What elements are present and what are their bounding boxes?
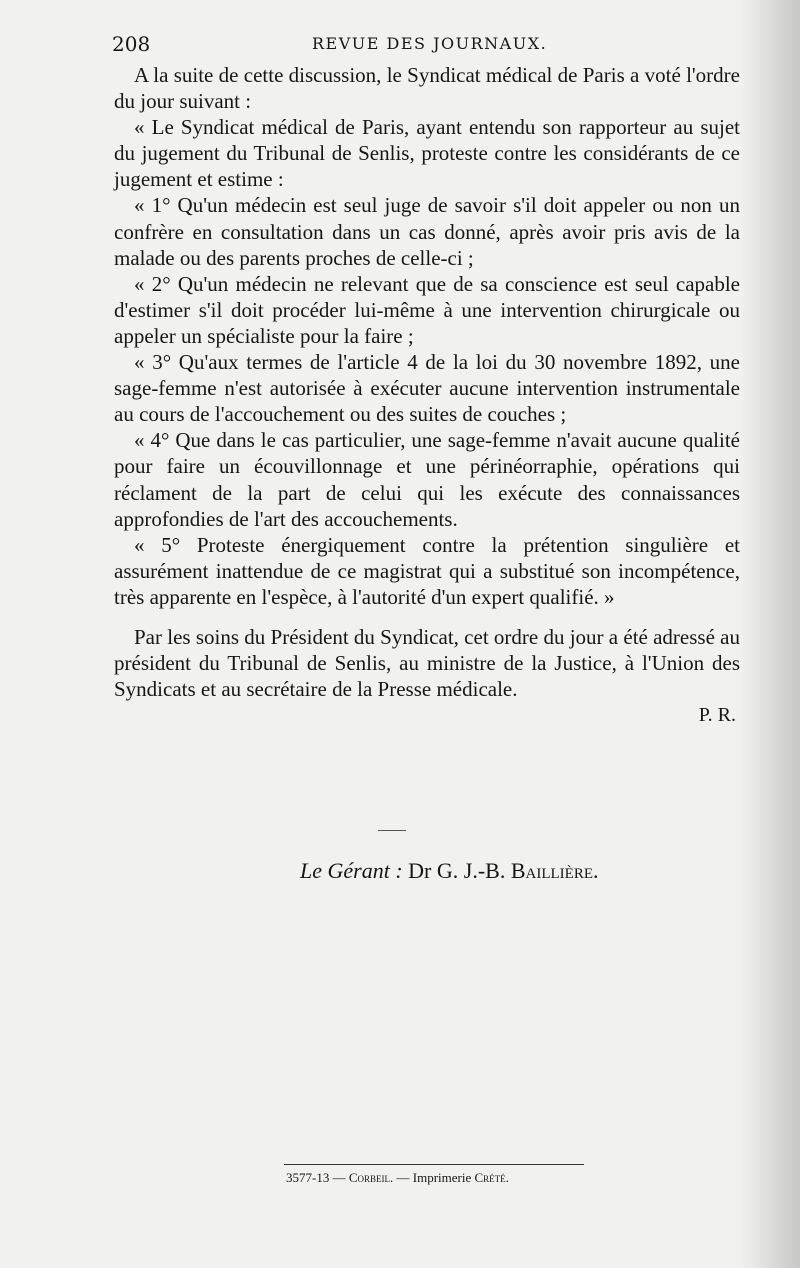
footer-rule (284, 1164, 584, 1165)
paragraph-point-4: « 4° Que dans le cas particulier, une sage-femme n'avait aucune qualité pour faire un écouvillonnage et une périnéorraphie, opérations qui réclament de la part de celui qui les exécute des connaissances approfondies de l'art des accouchements. (114, 428, 740, 531)
paragraph-point-2: « 2° Qu'un médecin ne relevant que de sa conscience est seul capable d'estimer s'il doit procéder lui-même à une intervention chirurgicale ou appeler un spécialiste pour la faire ; (114, 271, 740, 348)
footer-city: Corbeil. (348, 1170, 394, 1185)
footer-dash: — Imprimerie (396, 1170, 472, 1185)
page-header (112, 32, 752, 56)
gerant-initials: G. J.-B. (436, 858, 506, 883)
gerant-title: Dr (408, 858, 432, 883)
gerant-surname: Baillière. (510, 858, 599, 883)
paragraph-point-3: « 3° Qu'aux termes de l'article 4 de la loi du 30 novembre 1892, une sage-femme n'est autorisée à exécuter aucune intervention instrumentale au cours de l'accouchement ou des suites de couches ; (114, 350, 740, 427)
paragraph-resolution: « Le Syndicat médical de Paris, ayant entendu son rapporteur au sujet du jugement du Tribunal de Senlis, proteste contre les considérants de ce jugement et estime : (114, 115, 740, 192)
page-edge-shadow (740, 0, 800, 1268)
paragraph-point-1: « 1° Qu'un médecin est seul juge de savoir s'il doit appeler ou non un confrère en consultation dans un cas donné, après avoir pris avis de la malade ou des parents proches de celle-ci ; (114, 193, 740, 270)
printer-footer (286, 1170, 509, 1186)
paragraph-conclusion: Par les soins du Président du Syndicat, cet ordre du jour a été adressé au président du Tribunal de Senlis, au ministre de la Justice, à l'Union des Syndicats et au secrétaire de la Presse médicale. (114, 624, 740, 702)
gerant-label: Le Gérant : (300, 858, 403, 883)
footer-number: 3577-13 — (286, 1170, 346, 1185)
running-head: REVUE DES JOURNAUX. (312, 34, 548, 53)
divider (378, 830, 406, 831)
author-signature: P. R. (698, 704, 736, 727)
gerant-line (300, 858, 598, 884)
article-body (114, 62, 740, 728)
paragraph-point-5: « 5° Proteste énergiquement contre la prétention singulière et assurément inattendue de ce magistrat qui a substitué son incompétence, très apparente en l'espèce, à l'autorité d'un expert qualifié. » (114, 532, 740, 609)
paragraph-intro: A la suite de cette discussion, le Syndicat médical de Paris a voté l'ordre du jour suivant : (114, 63, 740, 114)
page-number: 208 (112, 32, 151, 56)
footer-printer: Crété. (474, 1170, 509, 1185)
